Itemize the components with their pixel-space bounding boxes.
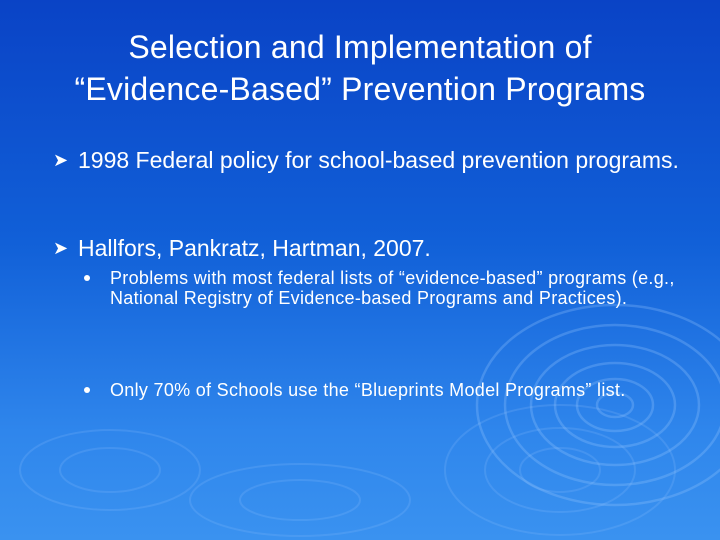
- bullet-item: [53, 236, 693, 266]
- arrow-bullet-icon: ➤: [53, 238, 69, 258]
- arrow-bullet-icon: ➤: [53, 150, 69, 170]
- slide-title: [0, 26, 720, 110]
- dot-bullet-icon: [84, 275, 90, 281]
- slide-title-line-1: Selection and Implementation of: [128, 29, 592, 65]
- sub-bullet-text: Only 70% of Schools use the “Blueprints Model Programs” list.: [110, 380, 626, 400]
- sub-bullet-text: Problems with most federal lists of “evidence-based” programs (e.g., National Registry of Evidence-based Programs and Practices).: [110, 268, 675, 308]
- bullet-text: Hallfors, Pankratz, Hartman, 2007.: [78, 235, 431, 261]
- bullet-item: [53, 148, 693, 208]
- dot-bullet-icon: [84, 387, 90, 393]
- sub-bullet-item: [84, 380, 694, 430]
- sub-bullet-item: [84, 268, 694, 338]
- slide-title-line-2: “Evidence-Based” Prevention Programs: [74, 71, 646, 107]
- bullet-text: 1998 Federal policy for school-based prevention programs.: [78, 147, 679, 173]
